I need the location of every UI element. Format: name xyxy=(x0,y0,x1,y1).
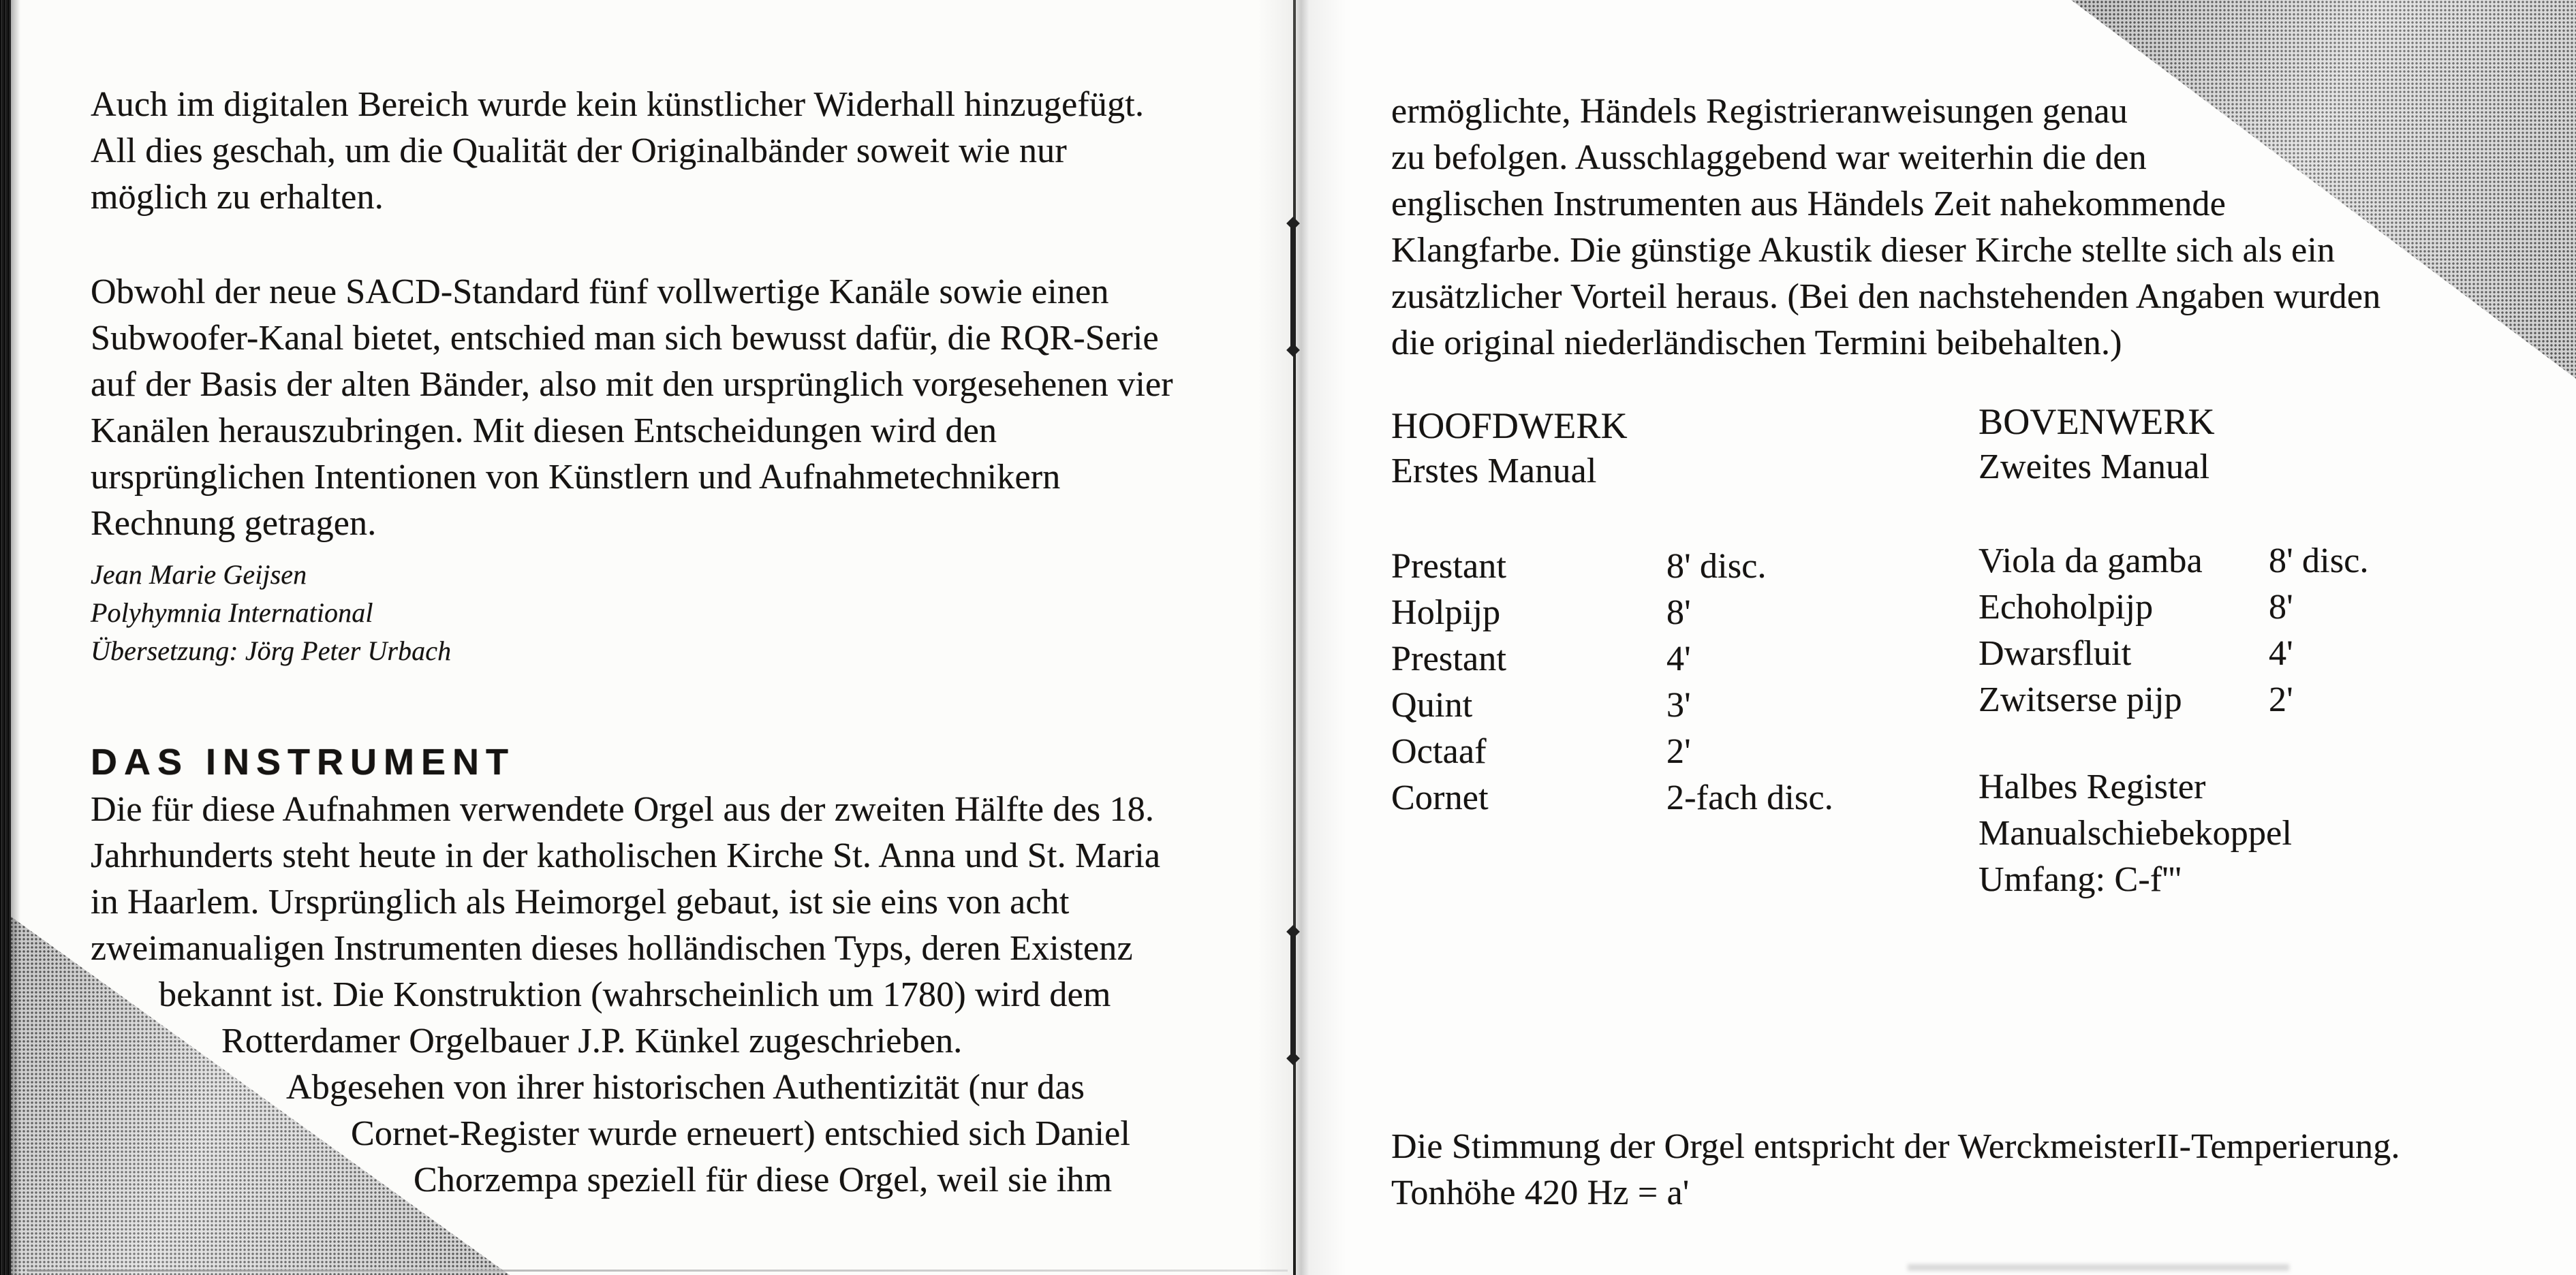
stop-name: Echoholpijp xyxy=(1978,588,2154,627)
stop-size: 8' xyxy=(1666,593,1691,632)
body-line: Cornet-Register wurde erneuert) entschied sich Daniel xyxy=(351,1114,1131,1153)
body-line: Rechnung getragen. xyxy=(91,504,377,543)
body-line: Auch im digitalen Bereich wurde kein künstlicher Widerhall hinzugefügt. xyxy=(91,85,1145,124)
stop-size: 4' xyxy=(2269,634,2293,673)
manual-subtitle: Erstes Manual xyxy=(1391,452,1597,490)
stop-size: 8' disc. xyxy=(1666,547,1767,586)
body-line: in Haarlem. Ursprünglich als Heimorgel gebaut, ist sie eins von acht xyxy=(91,883,1070,922)
credit-line: Übersetzung: Jörg Peter Urbach xyxy=(91,635,452,666)
body-line: zu befolgen. Ausschlaggebend war weiterhin die den xyxy=(1391,138,2147,177)
body-line: Klangfarbe. Die günstige Akustik dieser Kirche stellte sich als ein xyxy=(1391,231,2336,270)
stop-name: Dwarsfluit xyxy=(1978,634,2132,673)
bottom-scan-smudge-right xyxy=(1908,1264,2289,1271)
stop-name: Holpijp xyxy=(1391,593,1501,632)
body-line: die original niederländischen Termini beibehalten.) xyxy=(1391,324,2122,362)
stop-size: 8' disc. xyxy=(2269,541,2369,580)
body-line: englischen Instrumenten aus Händels Zeit nahekommende xyxy=(1391,185,2226,223)
body-line: Die für diese Aufnahmen verwendete Orgel aus der zweiten Hälfte des 18. xyxy=(91,790,1155,829)
staple-mark-top xyxy=(1290,223,1296,350)
stop-size: 2' xyxy=(2269,680,2293,719)
body-line: bekannt ist. Die Konstruktion (wahrscheinlich um 1780) wird dem xyxy=(159,975,1111,1014)
body-line: Subwoofer-Kanal bietet, entschied man sich bewusst dafür, die RQR-Serie xyxy=(91,319,1159,358)
division-title-bovenwerk: BOVENWERK xyxy=(1978,401,2215,442)
bottom-scan-line-left xyxy=(27,1270,1288,1272)
body-line: Obwohl der neue SACD-Standard fünf vollwertige Kanäle sowie einen xyxy=(91,272,1109,311)
gutter-shadow xyxy=(1258,0,1346,1275)
body-line: Jahrhunderts steht heute in der katholischen Kirche St. Anna und St. Maria xyxy=(91,836,1161,875)
body-line: zusätzlicher Vorteil heraus. (Bei den nachstehenden Angaben wurden xyxy=(1391,277,2381,316)
stop-name: Prestant xyxy=(1391,547,1507,586)
credit-line: Jean Marie Geijsen xyxy=(91,559,307,590)
spine-gutter-line xyxy=(1293,0,1296,1275)
note-line: Halbes Register xyxy=(1978,768,2206,806)
left-scan-edge xyxy=(0,0,11,1275)
left-scan-edge-fade xyxy=(11,0,20,1275)
stop-name: Quint xyxy=(1391,686,1473,725)
staple-mark-bottom xyxy=(1290,932,1296,1058)
body-line: ermöglichte, Händels Registrieranweisungen genau xyxy=(1391,92,2128,131)
body-line: Chorzempa speziell für diese Orgel, weil sie ihm xyxy=(414,1161,1113,1199)
stop-name: Viola da gamba xyxy=(1978,541,2203,580)
tuning-line: Tonhöhe 420 Hz = a' xyxy=(1391,1174,1690,1212)
stop-size: 4' xyxy=(1666,640,1691,678)
stop-size: 2-fach disc. xyxy=(1666,778,1833,817)
body-line: All dies geschah, um die Qualität der Originalbänder soweit wie nur xyxy=(91,131,1067,170)
body-line: möglich zu erhalten. xyxy=(91,178,384,217)
note-line: Umfang: C-f''' xyxy=(1978,860,2182,899)
body-line: Rotterdamer Orgelbauer J.P. Künkel zugeschrieben. xyxy=(221,1022,963,1060)
stop-name: Prestant xyxy=(1391,640,1507,678)
section-heading: DAS INSTRUMENT xyxy=(91,742,515,783)
stop-name: Octaaf xyxy=(1391,732,1487,771)
body-line: zweimanualigen Instrumenten dieses holländischen Typs, deren Existenz xyxy=(91,929,1133,968)
body-line: Abgesehen von ihrer historischen Authentizität (nur das xyxy=(286,1068,1085,1107)
body-line: auf der Basis der alten Bänder, also mit den ursprünglich vorgesehenen vier xyxy=(91,365,1173,404)
note-line: Manualschiebekoppel xyxy=(1978,814,2293,853)
stop-name: Zwitserse pijp xyxy=(1978,680,2182,719)
body-line: Kanälen herauszubringen. Mit diesen Entscheidungen wird den xyxy=(91,411,997,450)
stop-size: 8' xyxy=(2269,588,2293,627)
stop-size: 3' xyxy=(1666,686,1691,725)
stop-size: 2' xyxy=(1666,732,1691,771)
stop-name: Cornet xyxy=(1391,778,1489,817)
credit-line: Polyhymnia International xyxy=(91,597,373,628)
manual-subtitle: Zweites Manual xyxy=(1978,447,2210,486)
body-line: ursprünglichen Intentionen von Künstlern und Aufnahmetechnikern xyxy=(91,458,1061,497)
division-title-hoofdwerk: HOOFDWERK xyxy=(1391,405,1628,446)
tuning-line: Die Stimmung der Orgel entspricht der WerckmeisterII-Temperierung. xyxy=(1391,1127,2400,1166)
